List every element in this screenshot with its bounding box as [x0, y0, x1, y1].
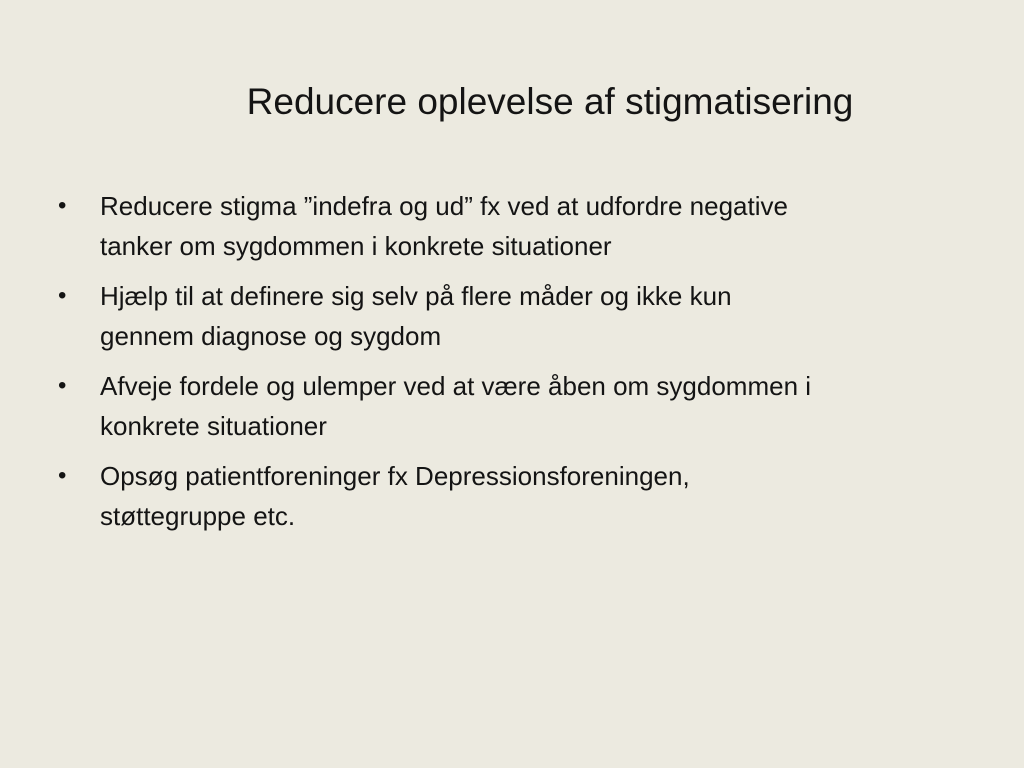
bullet-line: støttegruppe etc.	[100, 501, 296, 531]
bullet-list	[58, 186, 978, 546]
bullet-line: Reducere stigma ”indefra og ud” fx ved at udfordre negative	[100, 191, 788, 221]
slide-title: Reducere oplevelse af stigmatisering	[246, 81, 854, 122]
bullet-item	[58, 276, 978, 356]
bullet-dot-icon: •	[58, 462, 67, 489]
bullet-item	[58, 366, 978, 446]
bullet-dot-icon: •	[58, 282, 67, 309]
bullet-line: Opsøg patientforeninger fx Depressionsforeningen,	[100, 461, 690, 491]
bullet-line: Hjælp til at definere sig selv på flere måder og ikke kun	[100, 281, 732, 311]
bullet-dot-icon: •	[58, 372, 67, 399]
bullet-line: Afveje fordele og ulemper ved at være åben om sygdommen i	[100, 371, 812, 401]
bullet-item	[58, 456, 978, 536]
bullet-line: tanker om sygdommen i konkrete situationer	[100, 231, 612, 261]
bullet-dot-icon: •	[58, 192, 67, 219]
bullet-line: konkrete situationer	[100, 411, 327, 441]
bullet-item	[58, 186, 978, 266]
bullet-line: gennem diagnose og sygdom	[100, 321, 442, 351]
